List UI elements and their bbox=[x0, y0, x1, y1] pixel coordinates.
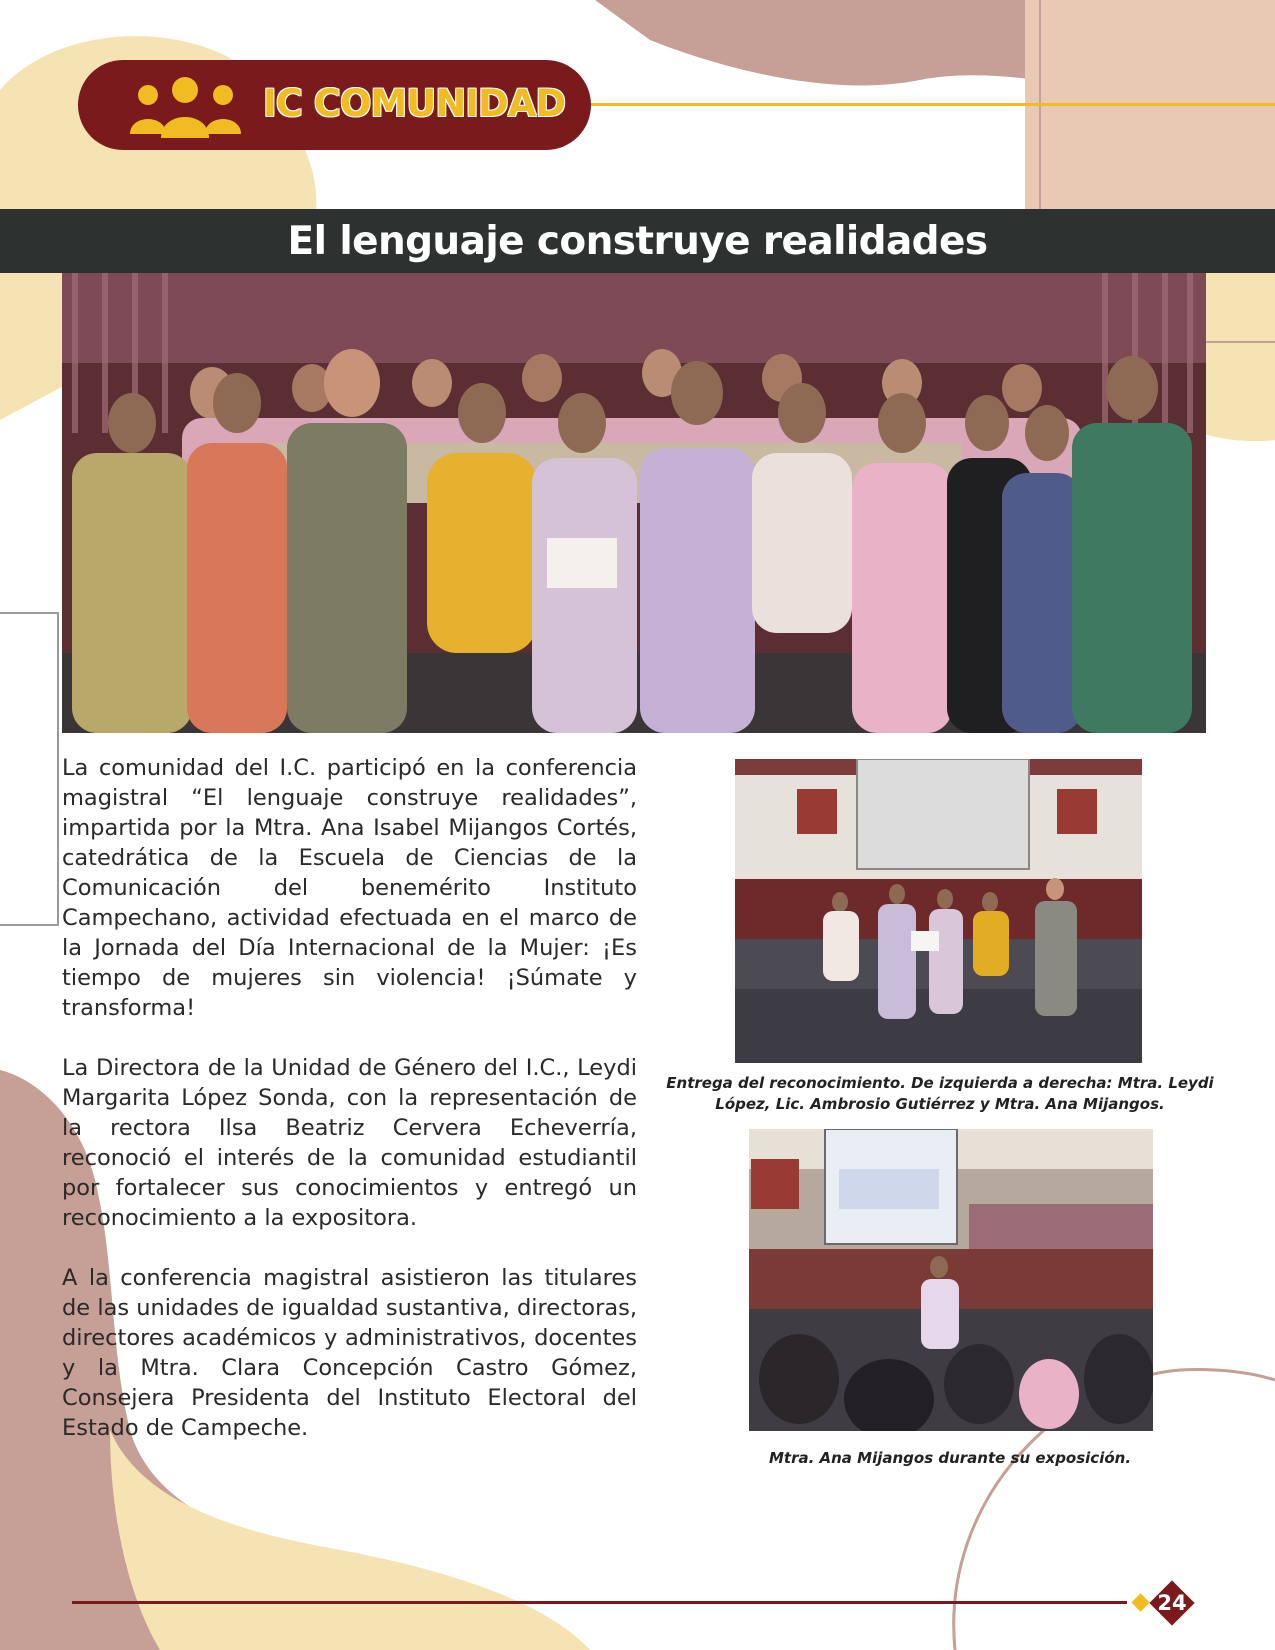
award-photo bbox=[735, 759, 1142, 1063]
paragraph-1: La comunidad del I.C. participó en la conferencia magistral “El lenguaje construye realidades”, impartida por la Mtra. Ana Isabel Mijangos Cortés, catedrática de la Escuela de Ciencias de la Comunicación del benemérito Instituto Campechano, actividad efectuada en el marco de la Jornada del Día Internacional de la Mujer: ¡Es tiempo de mujeres sin violencia! ¡Súmate y transforma! bbox=[62, 755, 637, 1021]
article-title: El lenguaje construye realidades bbox=[287, 218, 988, 264]
talk-photo bbox=[749, 1129, 1153, 1431]
header-rule bbox=[591, 103, 1275, 106]
article-title-bar bbox=[0, 209, 1275, 273]
paragraph-2: La Directora de la Unidad de Género del I.C., Leydi Margarita López Sonda, con la representación de la rectora Ilsa Beatriz Cervera Echeverría, reconoció el interés de la comunidad estudiantil por fortalecer sus conocimientos y entregó un reconocimiento a la expositora. bbox=[62, 1055, 637, 1231]
talk-photo-caption: Mtra. Ana Mijangos durante su exposición. bbox=[768, 1449, 1132, 1467]
article-body bbox=[62, 753, 637, 1473]
footer-rule bbox=[72, 1601, 1127, 1604]
left-bracket-line bbox=[0, 613, 58, 925]
people-group-icon bbox=[128, 72, 243, 142]
section-title: IC COMUNIDAD bbox=[263, 82, 566, 125]
paragraph-3: A la conferencia magistral asistieron las titulares de las unidades de igualdad sustantiva, directoras, directores académicos y administrativos, docentes y la Mtra. Clara Concepción Castro Gómez, Consejera Presidenta del Instituto Electoral del Estado de Campeche. bbox=[62, 1265, 637, 1441]
page-number: 24 bbox=[1157, 1591, 1187, 1615]
page-number-badge bbox=[1149, 1580, 1195, 1626]
group-photo bbox=[62, 273, 1206, 733]
award-photo-caption: Entrega del reconocimiento. De izquierda a derecha: Mtra. Leydi López, Lic. Ambrosio Gutiérrez y Mtra. Ana Mijangos. bbox=[666, 1074, 1214, 1113]
section-header bbox=[78, 60, 591, 150]
